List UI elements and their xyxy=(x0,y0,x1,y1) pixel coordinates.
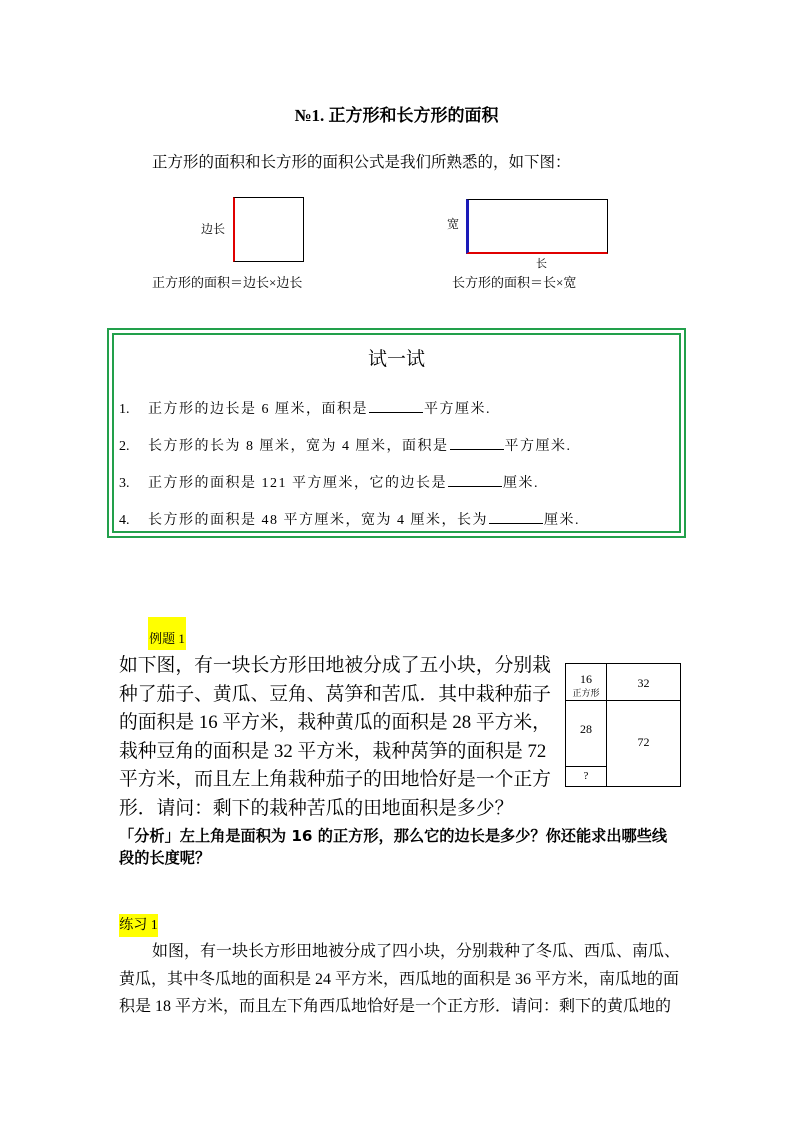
diagram-beans-area: 32 xyxy=(637,676,650,690)
exercise-unit: 平方厘米. xyxy=(424,402,491,417)
square-side-label: 边长 xyxy=(201,222,226,236)
rectangle-area-formula: 长方形的面积＝长×宽 xyxy=(452,275,577,290)
answer-blank xyxy=(448,474,502,487)
exercise-text: 正方形的面积是 121 平方厘米，它的边长是 xyxy=(148,476,447,491)
exercise-item xyxy=(119,437,572,455)
diagram-lettuce-area: 72 xyxy=(637,735,650,749)
answer-blank xyxy=(450,437,504,450)
example-line: 平方米，而且左上角栽种茄子的田地恰好是一个正方 xyxy=(119,769,551,790)
page-title: №1. 正方形和长方形的面积 xyxy=(294,106,499,125)
intro-text: 正方形的面积和长方形的面积公式是我们所熟悉的，如下图： xyxy=(152,154,571,171)
analysis-line xyxy=(119,825,667,847)
diagram-unknown-area: ? xyxy=(583,770,589,782)
exercise-number: 2. xyxy=(119,439,130,454)
example-line: 形．请问：剩下的栽种苦瓜的田地面积是多少？ xyxy=(119,797,514,819)
practice-line: 黄瓜，其中冬瓜地的面积是 24 平方米，西瓜地的面积是 36 平方米，南瓜地的面 xyxy=(119,970,680,988)
exercise-number: 3. xyxy=(119,476,130,491)
try-it-box xyxy=(107,328,686,538)
exercise-text: 长方形的面积是 48 平方厘米，宽为 4 厘米，长为 xyxy=(148,513,488,528)
diagram-horizontal-line xyxy=(566,700,680,701)
square-area-formula: 正方形的面积＝边长×边长 xyxy=(152,275,303,290)
exercise-item xyxy=(119,511,580,529)
analysis-label: 「分析」 xyxy=(119,827,180,845)
exercise-number: 1. xyxy=(119,402,130,417)
exercise-unit: 厘米. xyxy=(544,513,580,528)
analysis-text: 左上角是面积为 16 的正方形，那么它的边长是多少？你还能求出哪些线 xyxy=(179,827,668,845)
rectangle-figure xyxy=(466,199,608,254)
diagram-cucumber-area: 28 xyxy=(580,722,592,736)
diagram-square-note: 正方形 xyxy=(572,688,600,698)
square-figure xyxy=(233,197,304,262)
exercise-number: 4. xyxy=(119,513,130,528)
exercise-text: 长方形的长为 8 厘米，宽为 4 厘米，面积是 xyxy=(148,439,449,454)
example-problem-text xyxy=(119,652,551,823)
diagram-lower-line xyxy=(566,766,606,767)
practice-tag: 练习 1 xyxy=(119,914,158,937)
practice-line: 如图，有一块长方形田地被分成了四小块，分别栽种了冬瓜、西瓜、南瓜、 xyxy=(152,943,681,960)
analysis-line: 段的长度呢？ xyxy=(119,849,211,867)
rectangle-width-label: 宽 xyxy=(447,217,460,231)
exercise-item xyxy=(119,400,491,418)
answer-blank xyxy=(369,400,423,413)
diagram-eggplant-area: 16 xyxy=(580,672,592,686)
try-it-heading: 试一试 xyxy=(367,349,425,370)
example-line: 种了茄子、黄瓜、豆角、莴笋和苦瓜．其中栽种茄子 xyxy=(119,683,551,705)
rectangle-length-label: 长 xyxy=(536,258,547,270)
exercise-item xyxy=(119,474,539,492)
example-tag: 例题 1 xyxy=(148,617,186,650)
example-line: 栽种豆角的面积是 32 平方米，栽种莴笋的面积是 72 xyxy=(119,740,547,762)
practice-line: 积是 18 平方米，而且左下角西瓜地恰好是一个正方形．请问：剩下的黄瓜地的 xyxy=(119,998,672,1015)
exercise-text: 正方形的边长是 6 厘米，面积是 xyxy=(148,402,368,417)
exercise-unit: 厘米. xyxy=(503,476,539,491)
answer-blank xyxy=(489,511,543,524)
example-line: 的面积是 16 平方米，栽种黄瓜的面积是 28 平方米， xyxy=(119,712,551,733)
field-diagram xyxy=(565,663,681,787)
exercise-unit: 平方厘米. xyxy=(504,439,572,454)
example-line: 如下图，有一块长方形田地被分成了五小块，分别栽 xyxy=(119,655,551,676)
analysis-hint xyxy=(119,825,667,869)
practice-problem-text xyxy=(119,938,680,1021)
